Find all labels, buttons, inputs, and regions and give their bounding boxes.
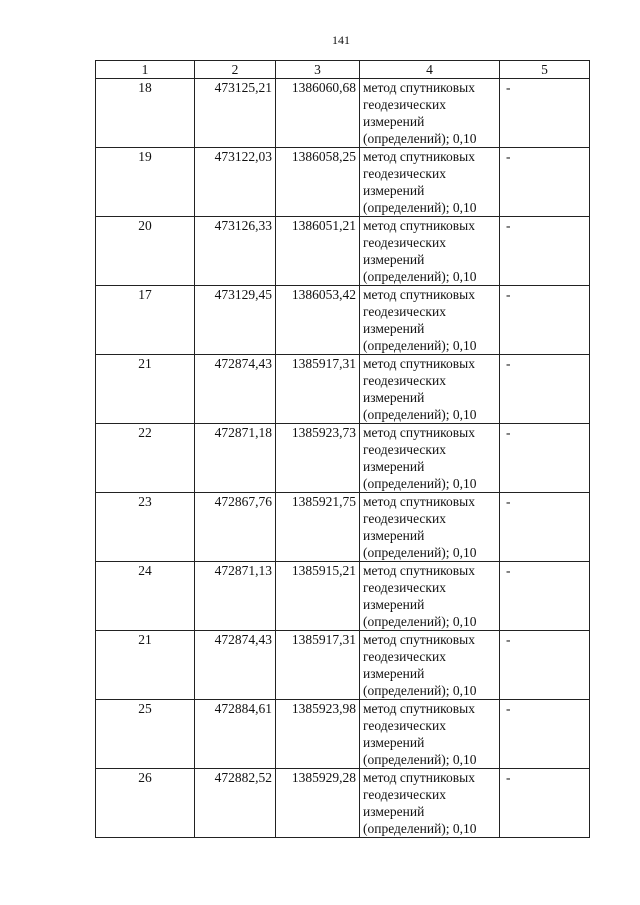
coordinate-x: 472874,43 [195,355,276,424]
method-description [360,769,500,838]
coordinate-x: 472874,43 [195,631,276,700]
method-line: измерений [363,804,425,819]
coordinate-y: 1385923,73 [276,424,360,493]
table-row [96,217,590,286]
method-line: измерений [363,321,425,336]
method-line: (определений); 0,10 [363,338,477,353]
method-line: измерений [363,735,425,750]
header-col-1: 1 [96,61,195,79]
method-line: измерений [363,666,425,681]
method-line: (определений); 0,10 [363,269,477,284]
method-line: (определений); 0,10 [363,752,477,767]
method-line: измерений [363,183,425,198]
method-line: (определений); 0,10 [363,407,477,422]
coordinate-x: 473122,03 [195,148,276,217]
method-description [360,217,500,286]
note-cell: - [500,217,590,286]
coordinate-x: 472882,52 [195,769,276,838]
method-line: метод спутниковых [363,80,475,95]
point-number: 21 [96,355,195,424]
method-line: геодезических [363,166,446,181]
coordinate-x: 472867,76 [195,493,276,562]
method-line: геодезических [363,373,446,388]
method-line: геодезических [363,718,446,733]
method-line: геодезических [363,649,446,664]
table-row [96,562,590,631]
note-cell: - [500,631,590,700]
method-line: (определений); 0,10 [363,683,477,698]
coordinate-y: 1386053,42 [276,286,360,355]
method-line: геодезических [363,235,446,250]
method-description [360,286,500,355]
table-row [96,286,590,355]
note-cell: - [500,286,590,355]
page-number: 141 [332,33,350,47]
method-description [360,493,500,562]
method-description [360,562,500,631]
method-line: измерений [363,528,425,543]
point-number: 17 [96,286,195,355]
header-col-4: 4 [360,61,500,79]
table-header [96,61,590,79]
coordinate-x: 473126,33 [195,217,276,286]
table-row [96,79,590,148]
point-number: 22 [96,424,195,493]
method-description [360,355,500,424]
point-number: 18 [96,79,195,148]
method-line: измерений [363,390,425,405]
coordinate-y: 1385917,31 [276,355,360,424]
point-number: 26 [96,769,195,838]
method-line: метод спутниковых [363,701,475,716]
method-line: (определений); 0,10 [363,200,477,215]
note-cell: - [500,355,590,424]
method-line: метод спутниковых [363,632,475,647]
method-line: (определений); 0,10 [363,821,477,836]
method-line: геодезических [363,787,446,802]
method-description [360,148,500,217]
table-row [96,355,590,424]
method-description [360,700,500,769]
coordinate-y: 1385923,98 [276,700,360,769]
point-number: 19 [96,148,195,217]
method-line: геодезических [363,97,446,112]
method-line: метод спутниковых [363,287,475,302]
coordinate-x: 473125,21 [195,79,276,148]
method-line: метод спутниковых [363,425,475,440]
note-cell: - [500,769,590,838]
note-cell: - [500,493,590,562]
method-line: измерений [363,459,425,474]
coordinate-y: 1385921,75 [276,493,360,562]
method-line: метод спутниковых [363,563,475,578]
method-line: метод спутниковых [363,494,475,509]
method-line: геодезических [363,304,446,319]
method-description [360,424,500,493]
header-col-3: 3 [276,61,360,79]
point-number: 23 [96,493,195,562]
note-cell: - [500,700,590,769]
point-number: 25 [96,700,195,769]
method-line: измерений [363,597,425,612]
method-line: геодезических [363,442,446,457]
coordinate-x: 473129,45 [195,286,276,355]
note-cell: - [500,562,590,631]
method-line: (определений); 0,10 [363,614,477,629]
coordinate-y: 1385917,31 [276,631,360,700]
method-line: метод спутниковых [363,218,475,233]
method-line: геодезических [363,580,446,595]
point-number: 24 [96,562,195,631]
method-line: геодезических [363,511,446,526]
method-line: измерений [363,114,425,129]
table-row [96,631,590,700]
method-line: (определений); 0,10 [363,131,477,146]
coordinate-x: 472871,18 [195,424,276,493]
coordinate-y: 1385929,28 [276,769,360,838]
table-body [96,79,590,838]
coordinate-y: 1385915,21 [276,562,360,631]
coordinate-x: 472871,13 [195,562,276,631]
coordinates-table [95,60,590,838]
coordinate-y: 1386060,68 [276,79,360,148]
header-row [96,61,590,79]
method-line: (определений); 0,10 [363,545,477,560]
method-line: (определений); 0,10 [363,476,477,491]
point-number: 20 [96,217,195,286]
note-cell: - [500,79,590,148]
method-line: метод спутниковых [363,770,475,785]
table-row [96,148,590,217]
table-row [96,424,590,493]
table-row [96,493,590,562]
method-description [360,631,500,700]
header-col-2: 2 [195,61,276,79]
note-cell: - [500,424,590,493]
method-description [360,79,500,148]
point-number: 21 [96,631,195,700]
coordinate-y: 1386051,21 [276,217,360,286]
coordinate-y: 1386058,25 [276,148,360,217]
table-row [96,700,590,769]
note-cell: - [500,148,590,217]
method-line: метод спутниковых [363,356,475,371]
table-row [96,769,590,838]
method-line: измерений [363,252,425,267]
coordinate-x: 472884,61 [195,700,276,769]
header-col-5: 5 [500,61,590,79]
method-line: метод спутниковых [363,149,475,164]
